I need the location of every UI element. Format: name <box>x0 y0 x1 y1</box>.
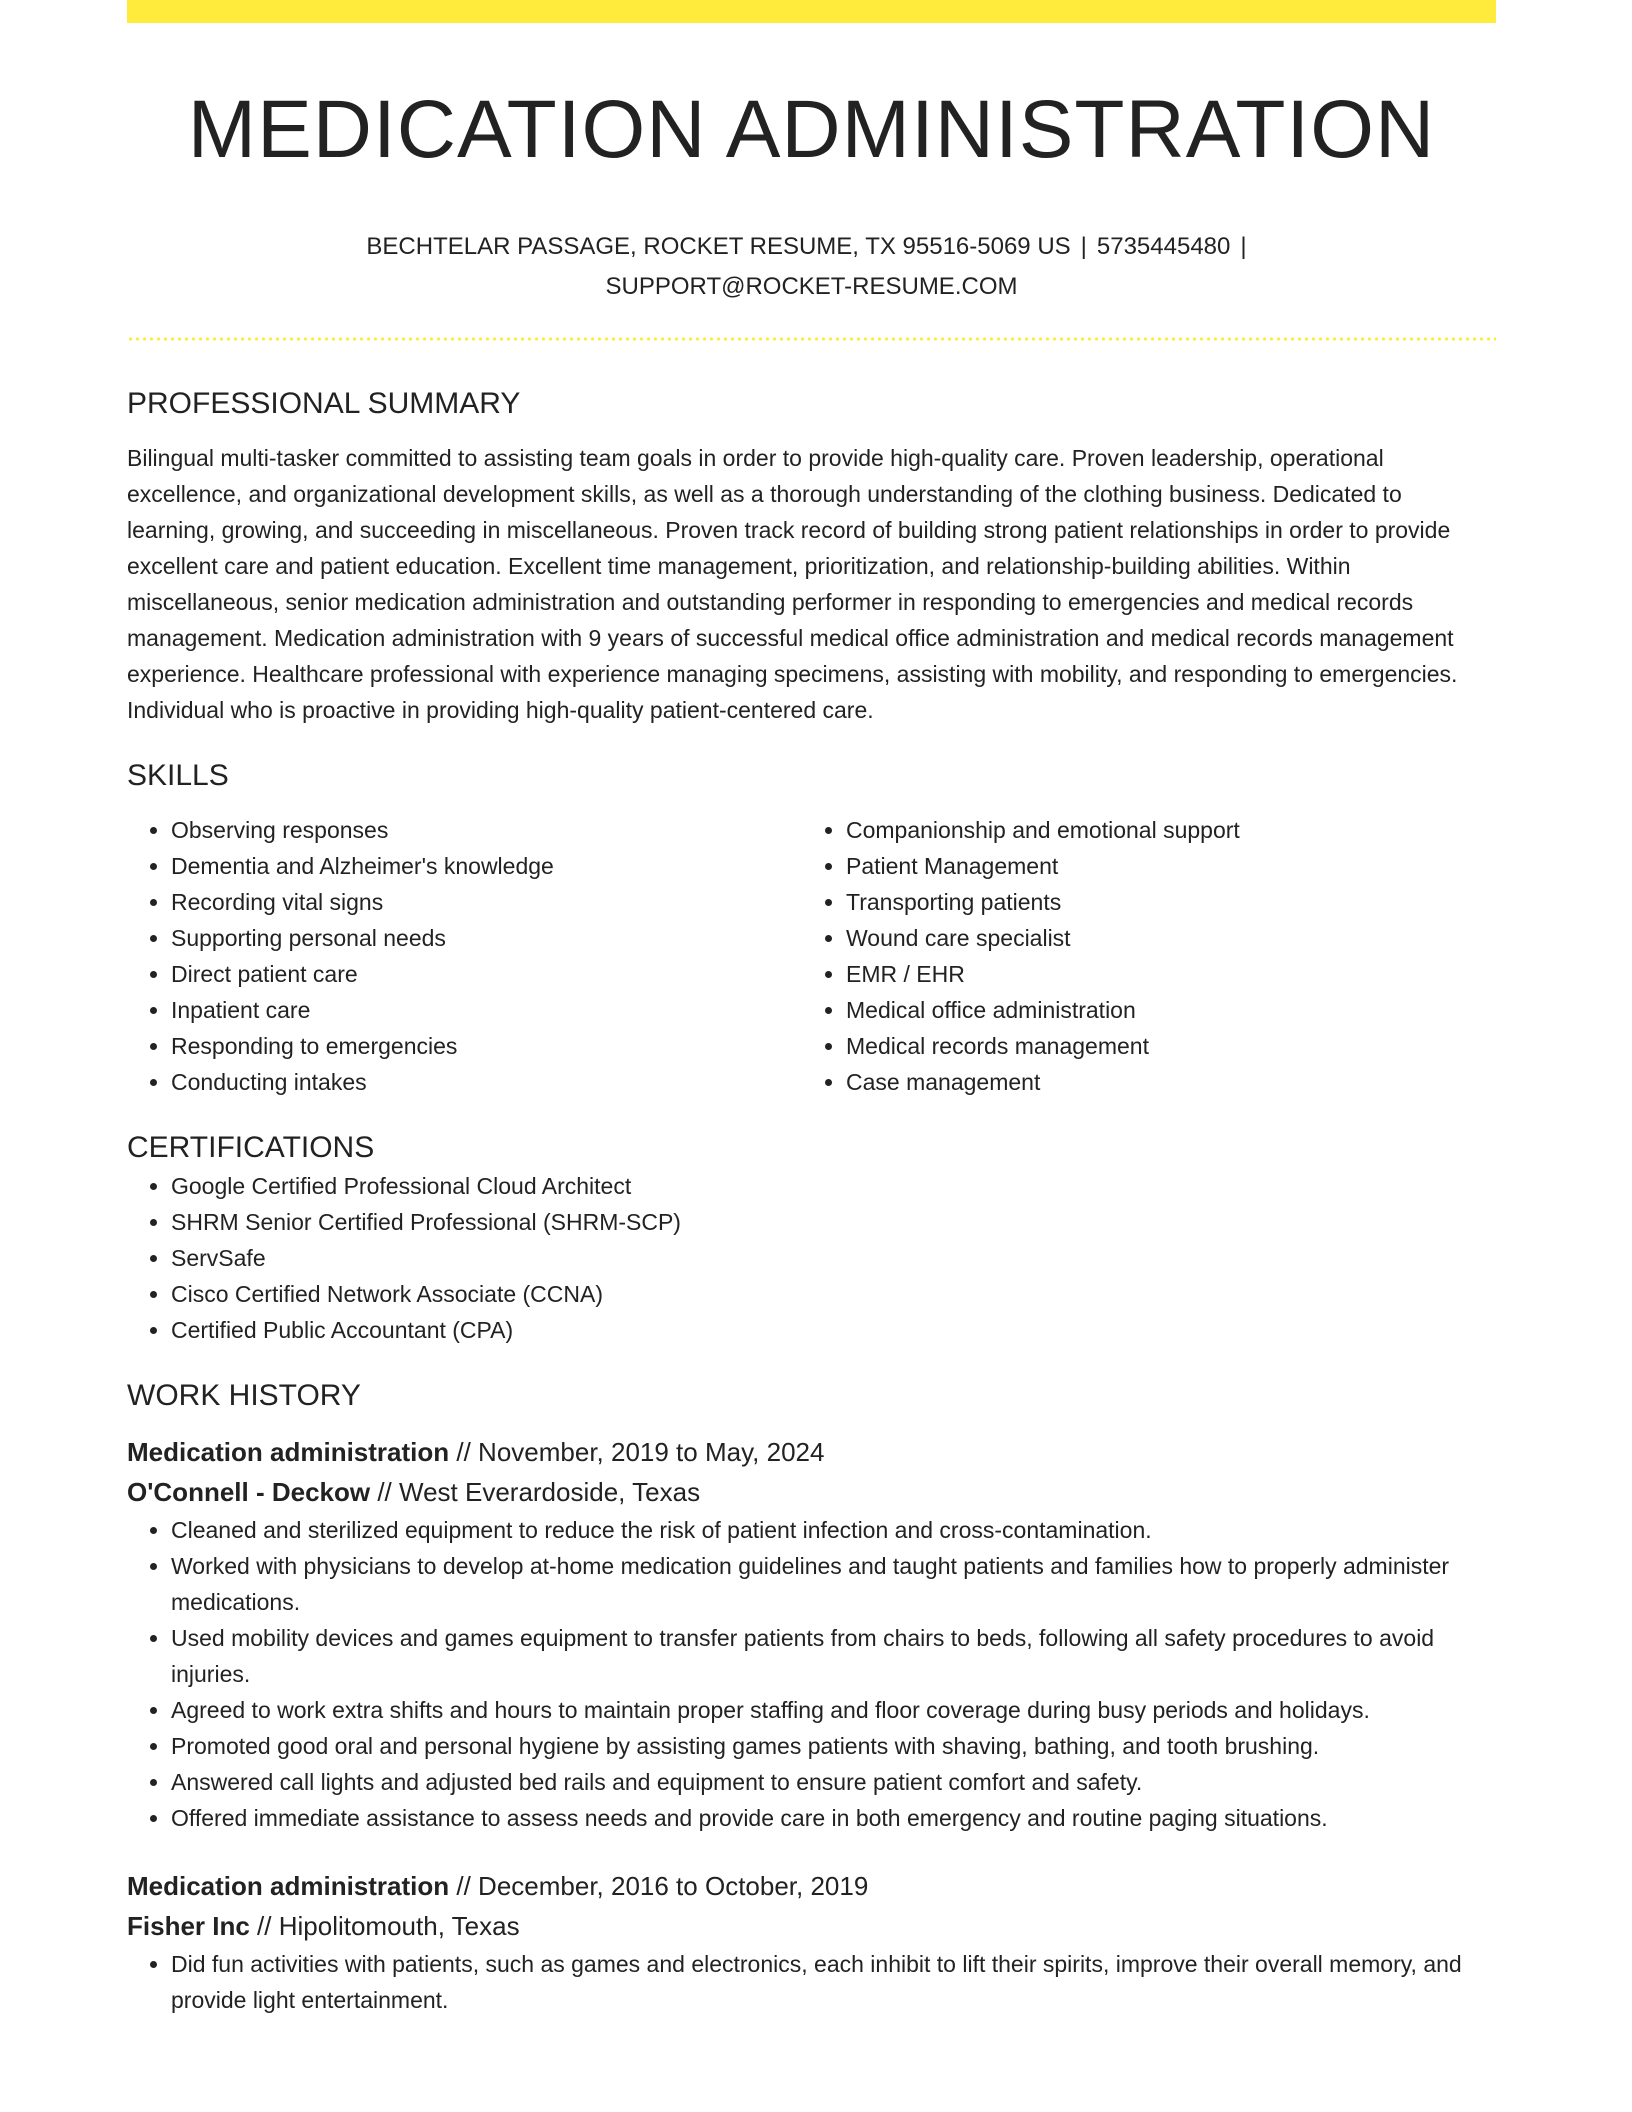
job-location: // West Everardoside, Texas <box>370 1477 701 1507</box>
job-title-line <box>127 1432 1496 1472</box>
candidate-name: MEDICATION ADMINISTRATION <box>187 84 1436 175</box>
job-title-line <box>127 1866 1496 1906</box>
skill-item: • EMR / EHR <box>846 956 1477 992</box>
contact-email[interactable]: SUPPORT@ROCKET-RESUME.COM <box>605 273 1018 300</box>
certifications-list <box>127 1168 1496 1348</box>
contact-separator: | <box>1240 233 1247 260</box>
job-duty-item: • Agreed to work extra shifts and hours to maintain proper staffing and floor coverage during busy periods and holidays. <box>171 1692 1496 1728</box>
skills-column-right <box>802 812 1477 1100</box>
contact-address: BECHTELAR PASSAGE, ROCKET RESUME, TX 95516-5069 US <box>366 233 1071 260</box>
job-duty-item: • Promoted good oral and personal hygiene by assisting games patients with shaving, bathing, and tooth brushing. <box>171 1728 1496 1764</box>
skill-item: • Inpatient care <box>171 992 802 1028</box>
job-location: // Hipolitomouth, Texas <box>249 1911 520 1941</box>
summary-section <box>127 384 1496 728</box>
job-duties-list <box>127 1512 1496 1836</box>
certification-item: • Google Certified Professional Cloud Architect <box>171 1168 1496 1204</box>
skill-item: • Wound care specialist <box>846 920 1477 956</box>
skill-item: • Dementia and Alzheimer's knowledge <box>171 848 802 884</box>
certification-item: • Certified Public Accountant (CPA) <box>171 1312 1496 1348</box>
job-company-line <box>127 1472 1496 1512</box>
skill-item: • Medical office administration <box>846 992 1477 1028</box>
skill-item: • Companionship and emotional support <box>846 812 1477 848</box>
job-entry <box>127 1866 1496 2018</box>
job-company-line <box>127 1906 1496 1946</box>
skill-item: • Conducting intakes <box>171 1064 802 1100</box>
skill-item: • Responding to emergencies <box>171 1028 802 1064</box>
work-history-section <box>127 1376 1496 2018</box>
contact-separator: | <box>1080 233 1087 260</box>
skill-item: • Observing responses <box>171 812 802 848</box>
accent-top-bar <box>127 0 1496 23</box>
skill-item: • Recording vital signs <box>171 884 802 920</box>
work-history-title: WORK HISTORY <box>127 1379 361 1412</box>
certification-item: • Cisco Certified Network Associate (CCNA) <box>171 1276 1496 1312</box>
certification-item: • SHRM Senior Certified Professional (SHRM-SCP) <box>171 1204 1496 1240</box>
job-duty-item: • Cleaned and sterilized equipment to reduce the risk of patient infection and cross-contamination. <box>171 1512 1496 1548</box>
skill-item: • Transporting patients <box>846 884 1477 920</box>
resume-page <box>127 0 1496 2018</box>
contact-phone: 5735445480 <box>1096 233 1231 260</box>
skill-item: • Supporting personal needs <box>171 920 802 956</box>
job-dates: // November, 2019 to May, 2024 <box>449 1437 825 1467</box>
job-role: Medication administration <box>127 1871 450 1901</box>
contact-info <box>312 227 1312 307</box>
skill-item: • Case management <box>846 1064 1477 1100</box>
job-role: Medication administration <box>127 1437 450 1467</box>
job-duty-item: • Offered immediate assistance to assess needs and provide care in both emergency and routine paging situations. <box>171 1800 1496 1836</box>
job-duty-item: • Used mobility devices and games equipment to transfer patients from chairs to beds, following all safety procedures to avoid injuries. <box>171 1620 1496 1692</box>
job-duty-item: • Answered call lights and adjusted bed rails and equipment to ensure patient comfort and safety. <box>171 1764 1496 1800</box>
skills-section <box>127 756 1496 1100</box>
job-duty-item: • Worked with physicians to develop at-home medication guidelines and taught patients and families how to properly administer medications. <box>171 1548 1496 1620</box>
skill-item: • Medical records management <box>846 1028 1477 1064</box>
skill-item: • Patient Management <box>846 848 1477 884</box>
job-duty-item: • Did fun activities with patients, such as games and electronics, each inhibit to lift their spirits, improve their overall memory, and provide light entertainment. <box>171 1946 1496 2018</box>
skills-grid <box>127 812 1496 1100</box>
job-company: O'Connell - Deckow <box>127 1477 371 1507</box>
skills-title: SKILLS <box>127 759 229 792</box>
summary-title: PROFESSIONAL SUMMARY <box>127 387 521 420</box>
summary-text: Bilingual multi-tasker committed to assisting team goals in order to provide high-quality care. Proven leadership, operational excellence, and organizational development skills, as well as a thorough understanding of the clothing business. Dedicated to learning, growing, and succeeding in miscellaneous. Proven track record of building strong patient relationships in order to provide excellent care and patient education. Excellent time management, prioritization, and relationship-building abilities. Within miscellaneous, senior medication administration and outstanding performer in responding to emergencies and medical records management. Medication administration with 9 years of successful medical office administration and medical records management experience. Healthcare professional with experience managing specimens, assisting with mobility, and responding to emergencies. Individual who is proactive in providing high-quality patient-centered care. <box>127 445 1458 723</box>
dotted-divider <box>127 337 1496 341</box>
job-dates: // December, 2016 to October, 2019 <box>449 1871 869 1901</box>
certifications-title: CERTIFICATIONS <box>127 1131 375 1164</box>
job-duties-list <box>127 1946 1496 2018</box>
job-company: Fisher Inc <box>127 1911 250 1941</box>
certification-item: • ServSafe <box>171 1240 1496 1276</box>
skills-column-left <box>127 812 802 1100</box>
job-entry <box>127 1432 1496 1836</box>
skill-item: • Direct patient care <box>171 956 802 992</box>
certifications-section <box>127 1128 1496 1348</box>
